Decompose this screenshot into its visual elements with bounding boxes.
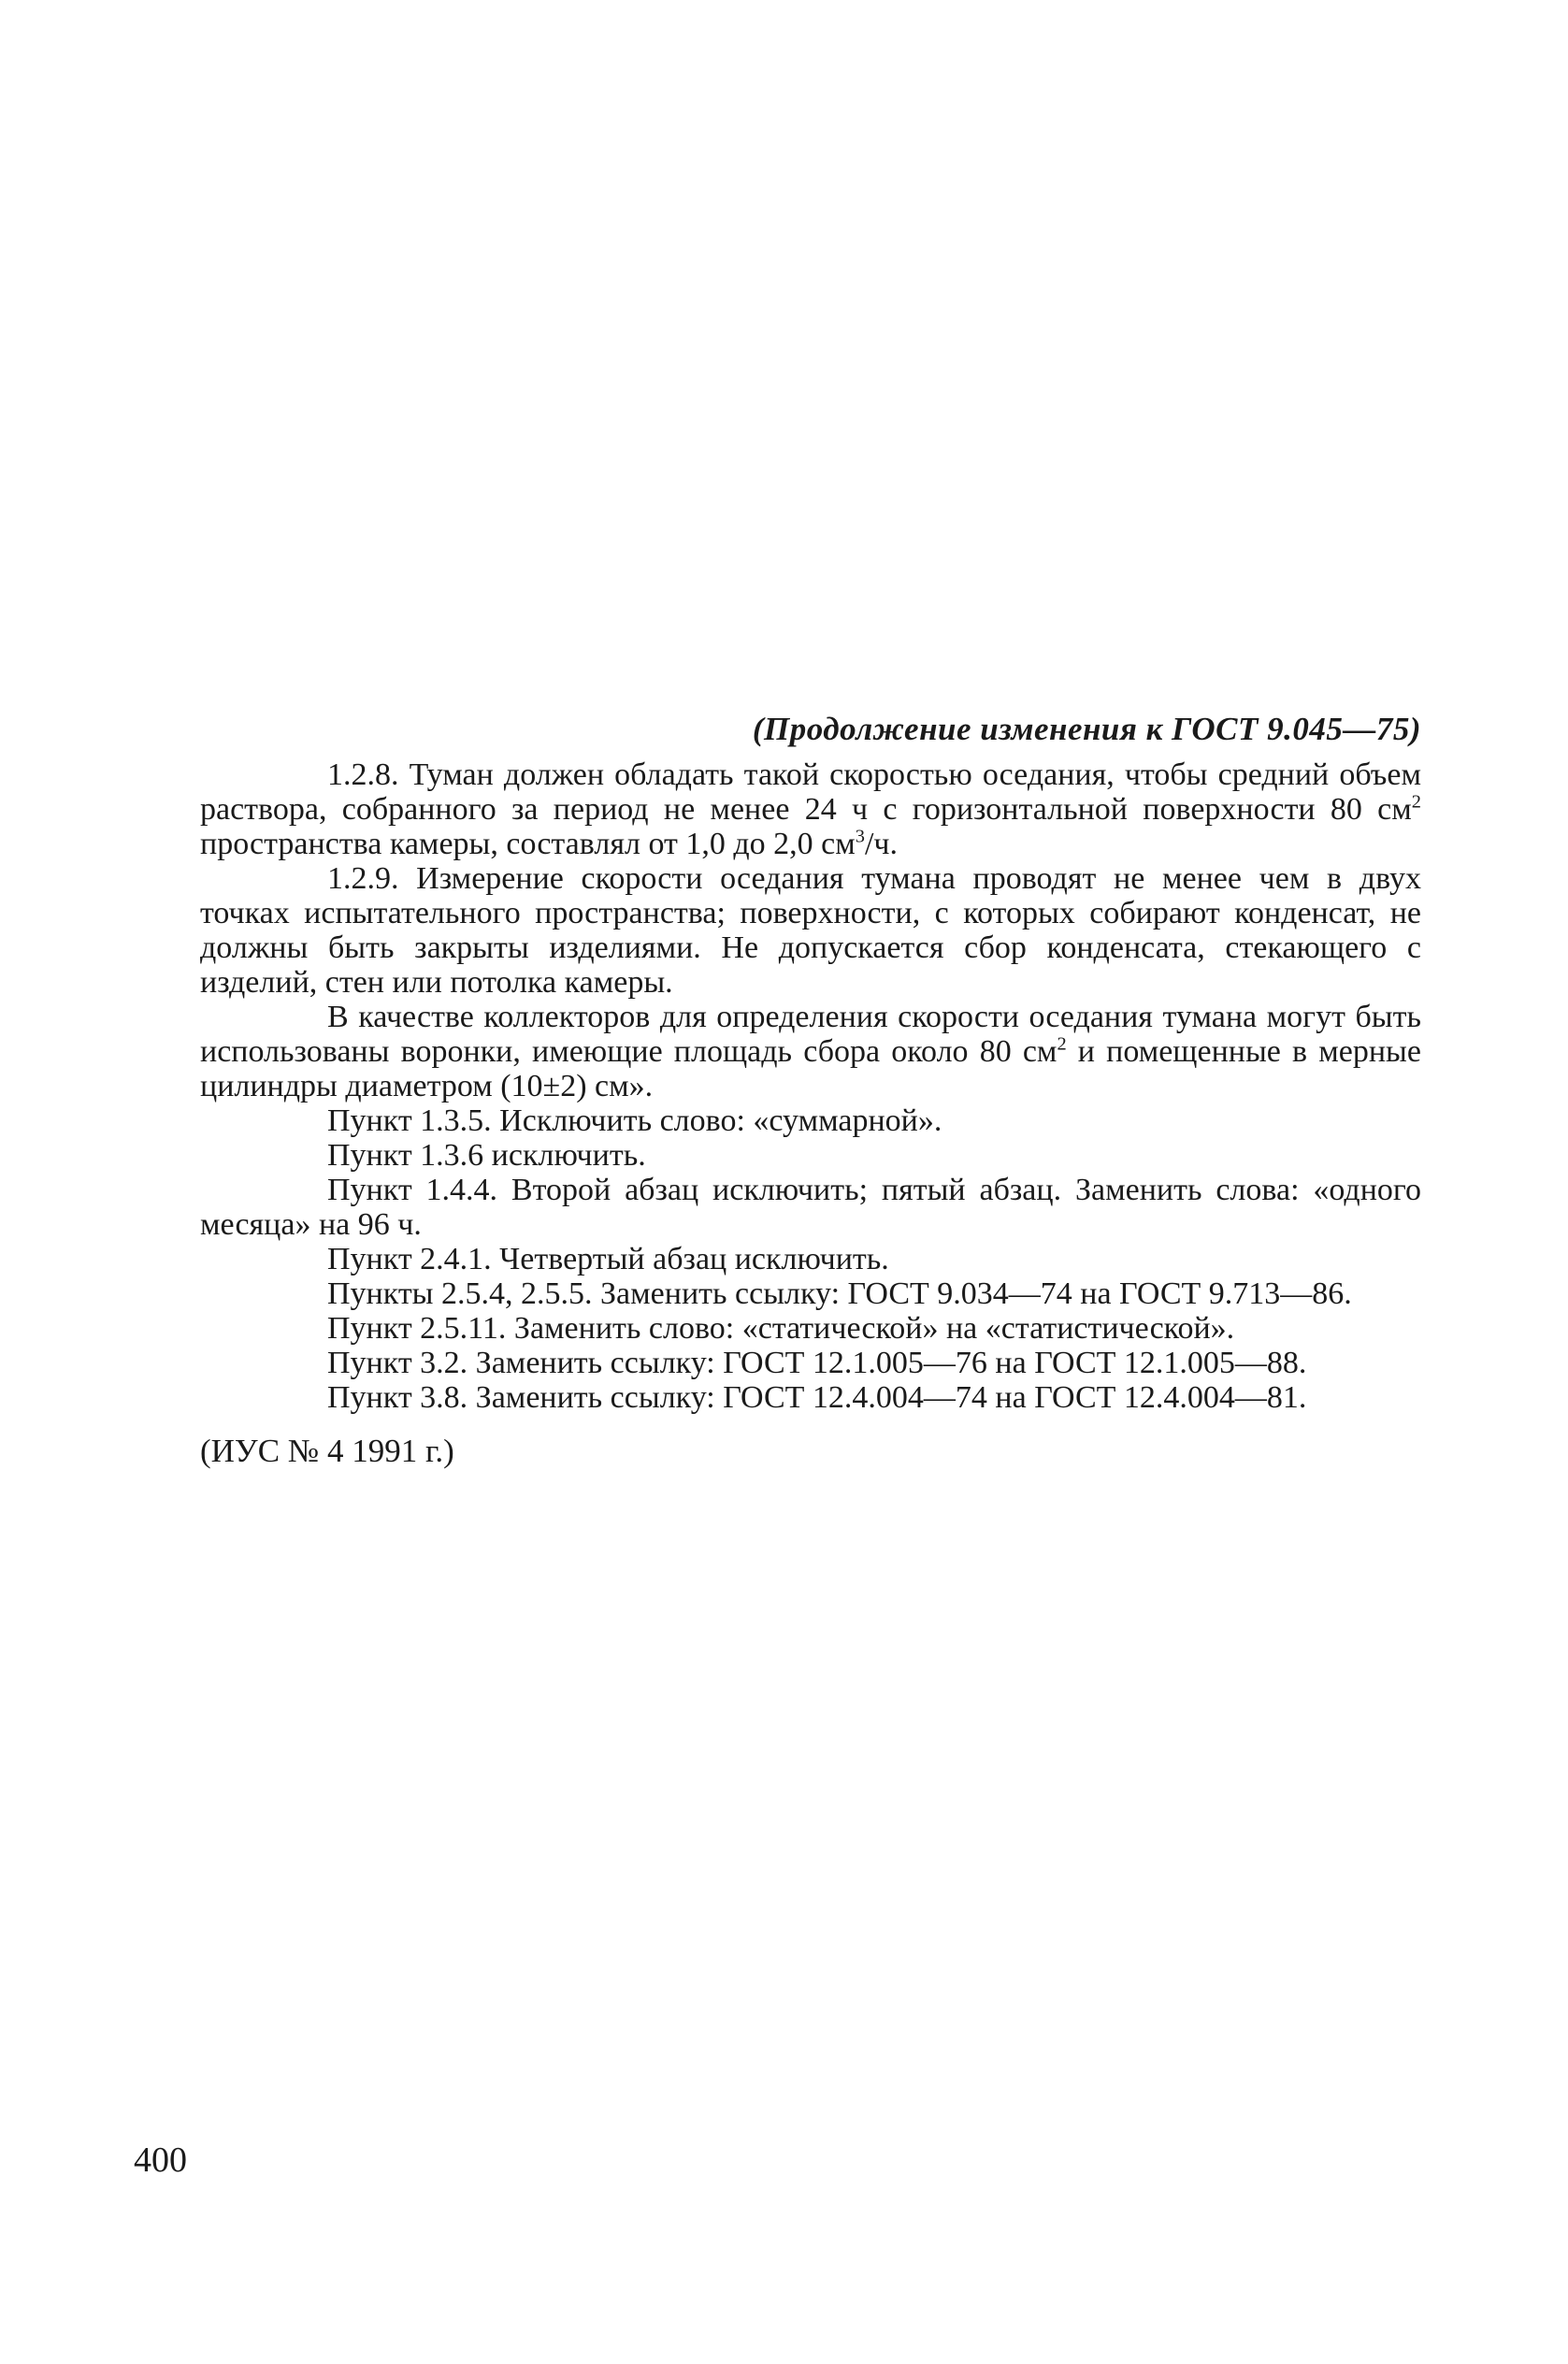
paragraph-text: 1.2.8. Туман должен обладать такой скоростью оседания, чтобы средний объем раствора, собранного за период не менее 24 ч с горизонтальной поверхности 80 см: [200, 757, 1421, 827]
paragraph-3-2: Пункт 3.2. Заменить ссылку: ГОСТ 12.1.005—76 на ГОСТ 12.1.005—88.: [327, 1346, 1307, 1380]
paragraph-2-5-11: Пункт 2.5.11. Заменить слово: «статической» на «статистической».: [327, 1311, 1235, 1346]
paragraph-text: /ч.: [864, 827, 899, 861]
paragraph-2-4-1: Пункт 2.4.1. Четвертый абзац исключить.: [327, 1242, 889, 1276]
superscript: 2: [1057, 1033, 1067, 1055]
superscript: 2: [1411, 791, 1421, 813]
paragraph-1-3-6: Пункт 1.3.6 исключить.: [327, 1138, 646, 1173]
paragraph-text: В качестве коллекторов для определения скорости оседания тумана могут быть использованы воронки, имеющие площадь сбора около 80 см: [200, 1000, 1421, 1069]
amendment-body: [200, 757, 1421, 1468]
paragraph-1-3-5: Пункт 1.3.5. Исключить слово: «суммарной».: [327, 1103, 942, 1138]
paragraph-collectors: [200, 1000, 1421, 1103]
page-number: 400: [134, 2141, 187, 2180]
paragraph-2-5-4: Пункты 2.5.4, 2.5.5. Заменить ссылку: ГОСТ 9.034—74 на ГОСТ 9.713—86.: [327, 1276, 1352, 1311]
paragraph-1-2-8: [200, 757, 1421, 861]
paragraph-text: пространства камеры, составлял от 1,0 до 2,0 см: [200, 827, 856, 861]
paragraph-1-4-4: Пункт 1.4.4. Второй абзац исключить; пятый абзац. Заменить слова: «одного месяца» на 96 ч.: [200, 1173, 1421, 1242]
ius-reference: (ИУС № 4 1991 г.): [200, 1433, 454, 1469]
superscript: 3: [855, 826, 865, 847]
paragraph-3-8: Пункт 3.8. Заменить ссылку: ГОСТ 12.4.004—74 на ГОСТ 12.4.004—81.: [327, 1380, 1307, 1415]
continuation-header: (Продолжение изменения к ГОСТ 9.045—75): [752, 711, 1421, 747]
paragraph-1-2-9: 1.2.9. Измерение скорости оседания тумана проводят не менее чем в двух точках испытательного пространства; поверхности, с которых собирают конденсат, не должны быть закрыты изделиями. Не допускается сбор конденсата, стекающего с изделий, стен или потолка камеры.: [200, 861, 1421, 1000]
paragraph-text: и помещенные в мерные цилиндры диаметром (10±2) см».: [200, 1034, 1421, 1103]
